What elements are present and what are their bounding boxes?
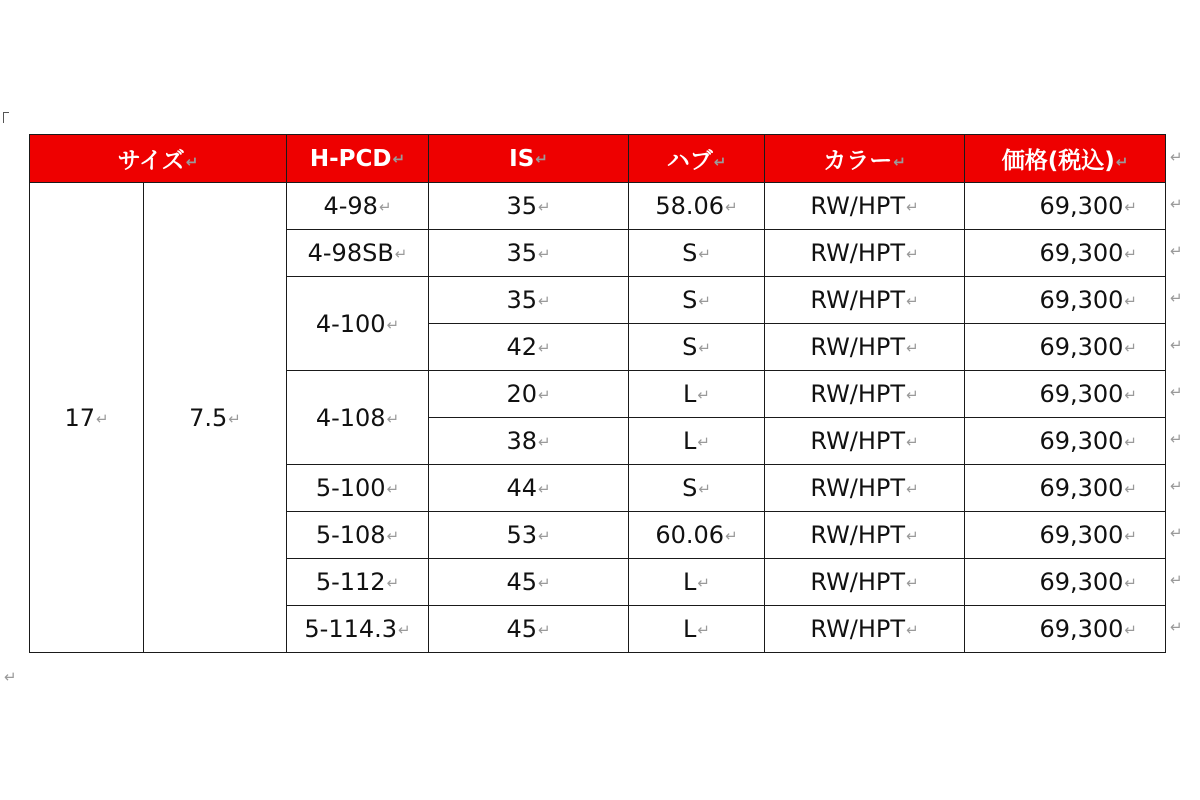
table-row xyxy=(30,183,1166,230)
header-hub: ハブ↵ xyxy=(629,135,765,183)
price-cell: 69,300↵ xyxy=(965,512,1166,559)
hub-cell: S↵ xyxy=(629,230,765,277)
is-cell: 42↵ xyxy=(429,324,629,371)
color-cell: RW/HPT↵ xyxy=(765,277,965,324)
price-cell: 69,300↵ xyxy=(965,371,1166,418)
hpcd-cell: 5-114.3↵ xyxy=(287,606,429,653)
price-cell: 69,300↵ xyxy=(965,606,1166,653)
price-cell: 69,300↵ xyxy=(965,277,1166,324)
hub-cell: L↵ xyxy=(629,606,765,653)
hpcd-cell: 4-100↵ xyxy=(287,277,429,371)
is-cell: 53↵ xyxy=(429,512,629,559)
hpcd-cell: 5-112↵ xyxy=(287,559,429,606)
hpcd-cell: 5-100↵ xyxy=(287,465,429,512)
color-cell: RW/HPT↵ xyxy=(765,324,965,371)
color-cell: RW/HPT↵ xyxy=(765,371,965,418)
is-cell: 35↵ xyxy=(429,183,629,230)
row-end-mark: ↵ xyxy=(1170,195,1183,213)
hub-cell: S↵ xyxy=(629,277,765,324)
color-cell: RW/HPT↵ xyxy=(765,512,965,559)
row-end-mark: ↵ xyxy=(1170,618,1183,636)
hub-cell: L↵ xyxy=(629,418,765,465)
page-corner-mark xyxy=(3,112,9,123)
is-cell: 45↵ xyxy=(429,559,629,606)
price-cell: 69,300↵ xyxy=(965,465,1166,512)
row-end-mark: ↵ xyxy=(1170,242,1183,260)
header-hpcd: H-PCD↵ xyxy=(287,135,429,183)
is-cell: 45↵ xyxy=(429,606,629,653)
color-cell: RW/HPT↵ xyxy=(765,230,965,277)
hub-cell: L↵ xyxy=(629,559,765,606)
color-cell: RW/HPT↵ xyxy=(765,606,965,653)
paragraph-end-mark: ↵ xyxy=(4,668,17,686)
price-cell: 69,300↵ xyxy=(965,559,1166,606)
header-color: カラー↵ xyxy=(765,135,965,183)
hpcd-cell: 4-98SB↵ xyxy=(287,230,429,277)
header-row xyxy=(30,135,1166,183)
header-is: IS↵ xyxy=(429,135,629,183)
color-cell: RW/HPT↵ xyxy=(765,465,965,512)
hub-cell: 60.06↵ xyxy=(629,512,765,559)
row-end-mark: ↵ xyxy=(1170,477,1183,495)
size-width-cell: 7.5↵ xyxy=(144,183,287,653)
header-size: サイズ↵ xyxy=(30,135,287,183)
price-cell: 69,300↵ xyxy=(965,324,1166,371)
is-cell: 44↵ xyxy=(429,465,629,512)
is-cell: 35↵ xyxy=(429,230,629,277)
row-end-mark: ↵ xyxy=(1170,430,1183,448)
color-cell: RW/HPT↵ xyxy=(765,183,965,230)
hpcd-cell: 4-108↵ xyxy=(287,371,429,465)
header-price: 価格(税込)↵ xyxy=(965,135,1166,183)
hub-cell: S↵ xyxy=(629,324,765,371)
price-cell: 69,300↵ xyxy=(965,418,1166,465)
price-cell: 69,300↵ xyxy=(965,230,1166,277)
wheel-spec-table xyxy=(29,134,1166,653)
color-cell: RW/HPT↵ xyxy=(765,418,965,465)
row-end-mark: ↵ xyxy=(1170,524,1183,542)
is-cell: 35↵ xyxy=(429,277,629,324)
row-end-mark: ↵ xyxy=(1170,571,1183,589)
hpcd-cell: 4-98↵ xyxy=(287,183,429,230)
hpcd-cell: 5-108↵ xyxy=(287,512,429,559)
row-end-mark: ↵ xyxy=(1170,289,1183,307)
row-end-mark: ↵ xyxy=(1170,383,1183,401)
price-cell: 69,300↵ xyxy=(965,183,1166,230)
hub-cell: 58.06↵ xyxy=(629,183,765,230)
hub-cell: L↵ xyxy=(629,371,765,418)
color-cell: RW/HPT↵ xyxy=(765,559,965,606)
is-cell: 20↵ xyxy=(429,371,629,418)
size-diameter-cell: 17↵ xyxy=(30,183,144,653)
hub-cell: S↵ xyxy=(629,465,765,512)
is-cell: 38↵ xyxy=(429,418,629,465)
row-end-mark: ↵ xyxy=(1170,336,1183,354)
row-end-mark: ↵ xyxy=(1170,148,1183,166)
